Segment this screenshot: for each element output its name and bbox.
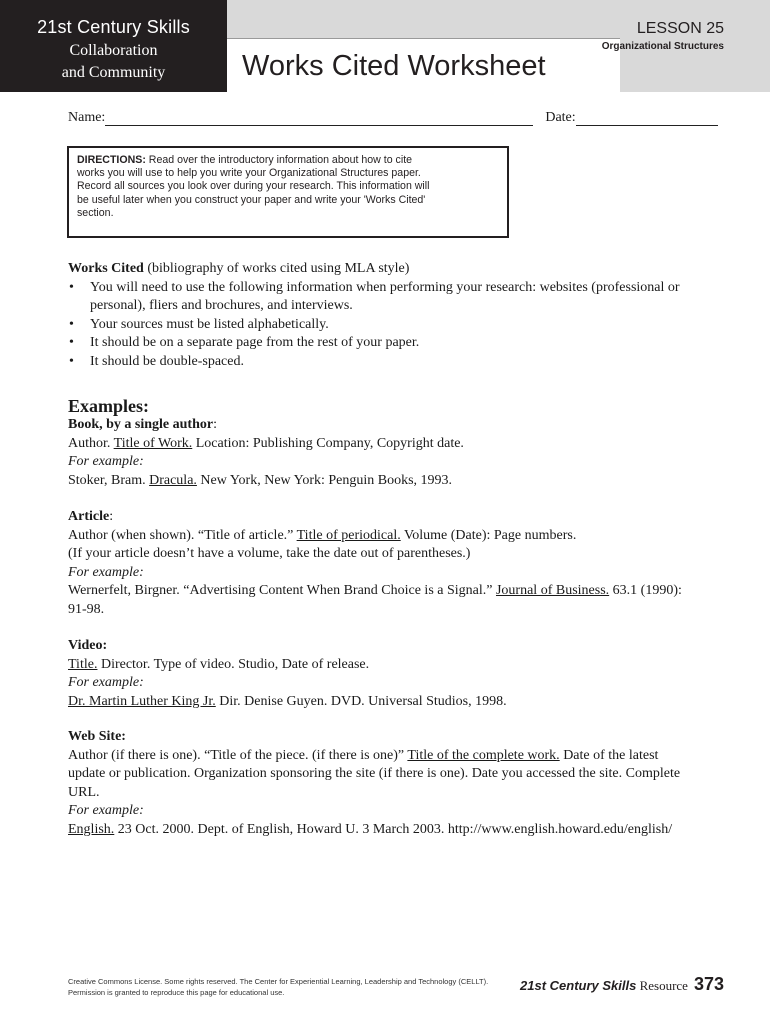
video-sample: Dr. Martin Luther King Jr. Dir. Denise Guyen. DVD. Universal Studios, 1998. xyxy=(68,693,507,709)
name-label: Name: xyxy=(68,110,106,125)
website-format: Author (if there is one). “Title of the piece. (if there is one)” Title of the complete work. Date of the latest xyxy=(68,747,659,763)
article-title: Article: xyxy=(68,509,114,524)
name-field[interactable] xyxy=(105,113,533,126)
book-sample: Stoker, Bram. Dracula. New York, New York: Penguin Books, 1993. xyxy=(68,472,453,488)
license-line: Creative Commons License. Some rights reserved. The Center for Experiential Learning, Leadership and Technology (CELLT). xyxy=(68,977,489,986)
website-format-line2: update or publication. Organization sponsoring the site (if there is one). Date you accessed the site. Complete xyxy=(68,766,681,781)
examples-heading: Examples: xyxy=(68,396,149,416)
book-format: Author. Title of Work. Location: Publishing Company, Copyright date. xyxy=(68,435,464,451)
resource-series: 21st Century Skills xyxy=(520,978,637,993)
article-format: Author (when shown). “Title of article.” Title of periodical. Volume (Date): Page numbers. xyxy=(68,527,577,543)
video-title: Video: xyxy=(68,638,108,653)
for-example-label: For example: xyxy=(68,675,144,690)
list-item: • It should be on a separate page from the rest of your paper. xyxy=(68,334,728,353)
website-format-line3: URL. xyxy=(68,784,100,800)
directions-line: be useful later when you construct your paper and write your 'Works Cited' xyxy=(77,193,426,206)
directions-line: Record all sources you look over during your research. This information will xyxy=(77,180,430,193)
book-title: Book, by a single author: xyxy=(68,417,217,432)
page-title: Works Cited Worksheet xyxy=(242,50,546,82)
website-title: Web Site: xyxy=(68,729,126,744)
website-sample: English. 23 Oct. 2000. Dept. of English, Howard U. 3 March 2003. http://www.english.howard.edu/english/ xyxy=(68,821,673,837)
book-example xyxy=(68,416,733,490)
for-example-label: For example: xyxy=(68,564,144,580)
directions-line: works you will use to help you write your Organizational Structures paper. xyxy=(77,167,421,180)
license-note xyxy=(68,976,488,998)
directions-box xyxy=(67,146,509,238)
for-example-label: For example: xyxy=(68,454,144,469)
license-line: Permission is granted to reproduce this page for educational use. xyxy=(68,988,285,997)
skills-badge xyxy=(0,0,227,92)
date-field[interactable] xyxy=(576,113,718,126)
article-note: (If your article doesn’t have a volume, take the date out of parentheses.) xyxy=(68,546,471,561)
article-sample-pages: 91-98. xyxy=(68,601,105,617)
works-cited-heading: Works Cited (bibliography of works cited using MLA style) xyxy=(68,261,410,276)
video-format: Title. Director. Type of video. Studio, Date of release. xyxy=(68,656,370,672)
skills-subtitle-line1: Collaboration xyxy=(69,42,158,59)
article-sample: Wernerfelt, Birgner. “Advertising Content When Brand Choice is a Signal.” Journal of Business. 63.1 (1990): xyxy=(68,583,682,598)
works-cited-list xyxy=(68,279,728,372)
article-example xyxy=(68,508,733,619)
works-cited-section xyxy=(68,260,728,371)
name-date-row xyxy=(68,110,718,126)
skills-subtitle-line2: and Community xyxy=(61,64,166,81)
lesson-number: LESSON 25 xyxy=(636,20,724,37)
directions-line: Read over the introductory information about how to cite xyxy=(145,154,413,166)
list-item: • It should be double-spaced. xyxy=(68,353,728,372)
website-example xyxy=(68,728,738,839)
for-example-label: For example: xyxy=(68,803,144,818)
list-item: • You will need to use the following information when performing your research: websites (professional or personal), fliers and brochures, and interviews. xyxy=(68,279,728,316)
skills-title: 21st Century Skills xyxy=(37,17,190,37)
resource-word: Resource xyxy=(636,978,688,993)
lesson-subtitle: Organizational Structures xyxy=(601,41,724,52)
directions-line: section. xyxy=(77,206,114,219)
video-example xyxy=(68,637,733,711)
resource-footer xyxy=(520,974,724,995)
directions-label: DIRECTIONS: xyxy=(77,154,146,166)
date-label: Date: xyxy=(545,110,576,125)
page-number: 373 xyxy=(693,974,724,994)
directions-text xyxy=(77,154,491,220)
list-item: • Your sources must be listed alphabetically. xyxy=(68,316,728,335)
